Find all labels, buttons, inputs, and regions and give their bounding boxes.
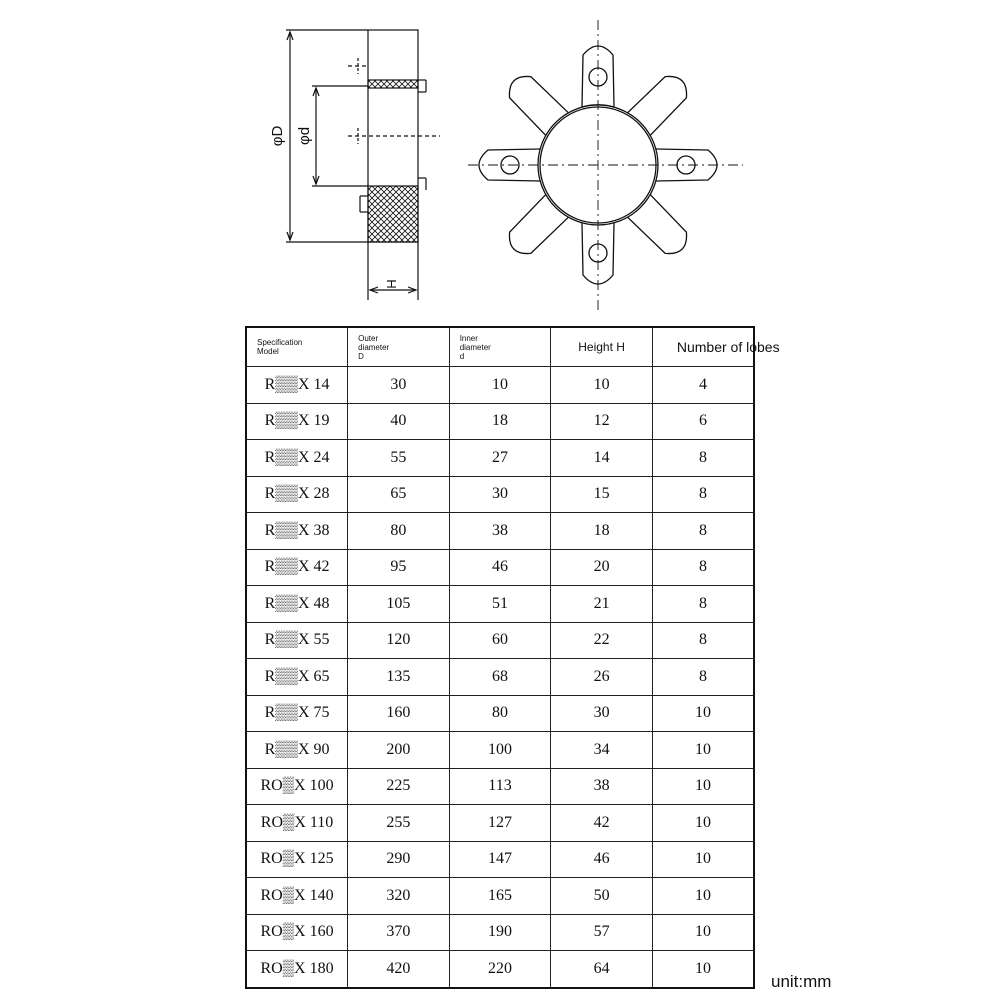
cell-model: RO▒X 160 <box>246 914 348 951</box>
cell-height: 50 <box>551 878 653 915</box>
cell-lobes: 6 <box>652 403 754 440</box>
cell-model: R▒▒X 65 <box>246 659 348 696</box>
cell-model: R▒▒X 14 <box>246 367 348 404</box>
table-row <box>246 914 754 951</box>
coupling-spider-drawing <box>0 0 1000 320</box>
cell-outer-diameter: 200 <box>348 732 450 769</box>
cell-outer-diameter: 95 <box>348 549 450 586</box>
cell-inner-diameter: 147 <box>449 841 551 878</box>
cell-model: R▒▒X 38 <box>246 513 348 550</box>
cell-lobes: 10 <box>652 951 754 988</box>
header-model: Specification Model <box>246 327 348 367</box>
cell-outer-diameter: 40 <box>348 403 450 440</box>
header-outer-diameter: Outer diameter D <box>348 327 450 367</box>
cell-inner-diameter: 60 <box>449 622 551 659</box>
cell-inner-diameter: 27 <box>449 440 551 477</box>
table-header-row <box>246 327 754 367</box>
cell-inner-diameter: 100 <box>449 732 551 769</box>
cell-height: 38 <box>551 768 653 805</box>
height-label: H <box>384 279 399 289</box>
cell-lobes: 10 <box>652 805 754 842</box>
cell-model: R▒▒X 55 <box>246 622 348 659</box>
table-row <box>246 768 754 805</box>
table-row <box>246 367 754 404</box>
outer-diameter-label: φD <box>269 125 286 147</box>
table-row <box>246 805 754 842</box>
cell-height: 34 <box>551 732 653 769</box>
cell-height: 18 <box>551 513 653 550</box>
cell-height: 14 <box>551 440 653 477</box>
cell-lobes: 8 <box>652 476 754 513</box>
side-section-view <box>286 30 440 300</box>
cell-lobes: 10 <box>652 914 754 951</box>
cell-inner-diameter: 18 <box>449 403 551 440</box>
table-row <box>246 878 754 915</box>
cell-inner-diameter: 190 <box>449 914 551 951</box>
cell-outer-diameter: 105 <box>348 586 450 623</box>
cell-inner-diameter: 68 <box>449 659 551 696</box>
cell-lobes: 10 <box>652 768 754 805</box>
cell-height: 46 <box>551 841 653 878</box>
cell-model: R▒▒X 75 <box>246 695 348 732</box>
cell-outer-diameter: 120 <box>348 622 450 659</box>
table-row <box>246 513 754 550</box>
cell-height: 15 <box>551 476 653 513</box>
front-view <box>468 20 743 310</box>
table-body <box>246 367 754 989</box>
unit-label: unit:mm <box>771 972 832 991</box>
header-height: Height H <box>551 327 653 367</box>
cell-lobes: 8 <box>652 549 754 586</box>
cell-lobes: 8 <box>652 659 754 696</box>
cell-lobes: 10 <box>652 841 754 878</box>
cell-model: RO▒X 125 <box>246 841 348 878</box>
cell-height: 20 <box>551 549 653 586</box>
cell-model: R▒▒X 48 <box>246 586 348 623</box>
cell-inner-diameter: 165 <box>449 878 551 915</box>
cell-model: R▒▒X 42 <box>246 549 348 586</box>
cell-outer-diameter: 225 <box>348 768 450 805</box>
inner-diameter-label: φd <box>296 126 313 146</box>
cell-inner-diameter: 127 <box>449 805 551 842</box>
cell-height: 10 <box>551 367 653 404</box>
cell-outer-diameter: 80 <box>348 513 450 550</box>
hatch-bottom <box>368 186 418 242</box>
cell-outer-diameter: 160 <box>348 695 450 732</box>
cell-height: 21 <box>551 586 653 623</box>
header-inner-diameter: Inner diameter d <box>449 327 551 367</box>
header-lobes: Number of lobes <box>652 327 754 367</box>
cell-model: RO▒X 140 <box>246 878 348 915</box>
cell-lobes: 10 <box>652 732 754 769</box>
cell-inner-diameter: 51 <box>449 586 551 623</box>
table-row <box>246 549 754 586</box>
table-row <box>246 695 754 732</box>
cell-model: RO▒X 180 <box>246 951 348 988</box>
cell-outer-diameter: 55 <box>348 440 450 477</box>
cell-height: 30 <box>551 695 653 732</box>
cell-lobes: 8 <box>652 513 754 550</box>
cell-outer-diameter: 30 <box>348 367 450 404</box>
cell-height: 26 <box>551 659 653 696</box>
cell-lobes: 8 <box>652 440 754 477</box>
spider-lobe <box>656 149 717 181</box>
cell-height: 57 <box>551 914 653 951</box>
cell-outer-diameter: 290 <box>348 841 450 878</box>
cell-model: R▒▒X 28 <box>246 476 348 513</box>
table-row <box>246 951 754 988</box>
cell-model: RO▒X 110 <box>246 805 348 842</box>
cell-outer-diameter: 370 <box>348 914 450 951</box>
cell-outer-diameter: 255 <box>348 805 450 842</box>
table-row <box>246 622 754 659</box>
cell-model: RO▒X 100 <box>246 768 348 805</box>
cell-model: R▒▒X 19 <box>246 403 348 440</box>
cell-height: 42 <box>551 805 653 842</box>
cell-inner-diameter: 220 <box>449 951 551 988</box>
cell-inner-diameter: 30 <box>449 476 551 513</box>
cell-lobes: 10 <box>652 695 754 732</box>
table-row <box>246 659 754 696</box>
table-row <box>246 403 754 440</box>
cell-height: 22 <box>551 622 653 659</box>
table-row <box>246 440 754 477</box>
cell-inner-diameter: 80 <box>449 695 551 732</box>
cell-inner-diameter: 38 <box>449 513 551 550</box>
cell-inner-diameter: 113 <box>449 768 551 805</box>
cell-lobes: 10 <box>652 878 754 915</box>
cell-inner-diameter: 46 <box>449 549 551 586</box>
cell-outer-diameter: 135 <box>348 659 450 696</box>
table-row <box>246 476 754 513</box>
cell-lobes: 8 <box>652 622 754 659</box>
cell-height: 64 <box>551 951 653 988</box>
cell-lobes: 8 <box>652 586 754 623</box>
cell-outer-diameter: 420 <box>348 951 450 988</box>
cell-height: 12 <box>551 403 653 440</box>
table-row <box>246 841 754 878</box>
table-row <box>246 586 754 623</box>
cell-model: R▒▒X 24 <box>246 440 348 477</box>
cell-model: R▒▒X 90 <box>246 732 348 769</box>
table-row <box>246 732 754 769</box>
cell-lobes: 4 <box>652 367 754 404</box>
cell-outer-diameter: 320 <box>348 878 450 915</box>
specification-table <box>245 326 780 989</box>
hatch-top <box>368 80 418 88</box>
cell-inner-diameter: 10 <box>449 367 551 404</box>
cell-outer-diameter: 65 <box>348 476 450 513</box>
